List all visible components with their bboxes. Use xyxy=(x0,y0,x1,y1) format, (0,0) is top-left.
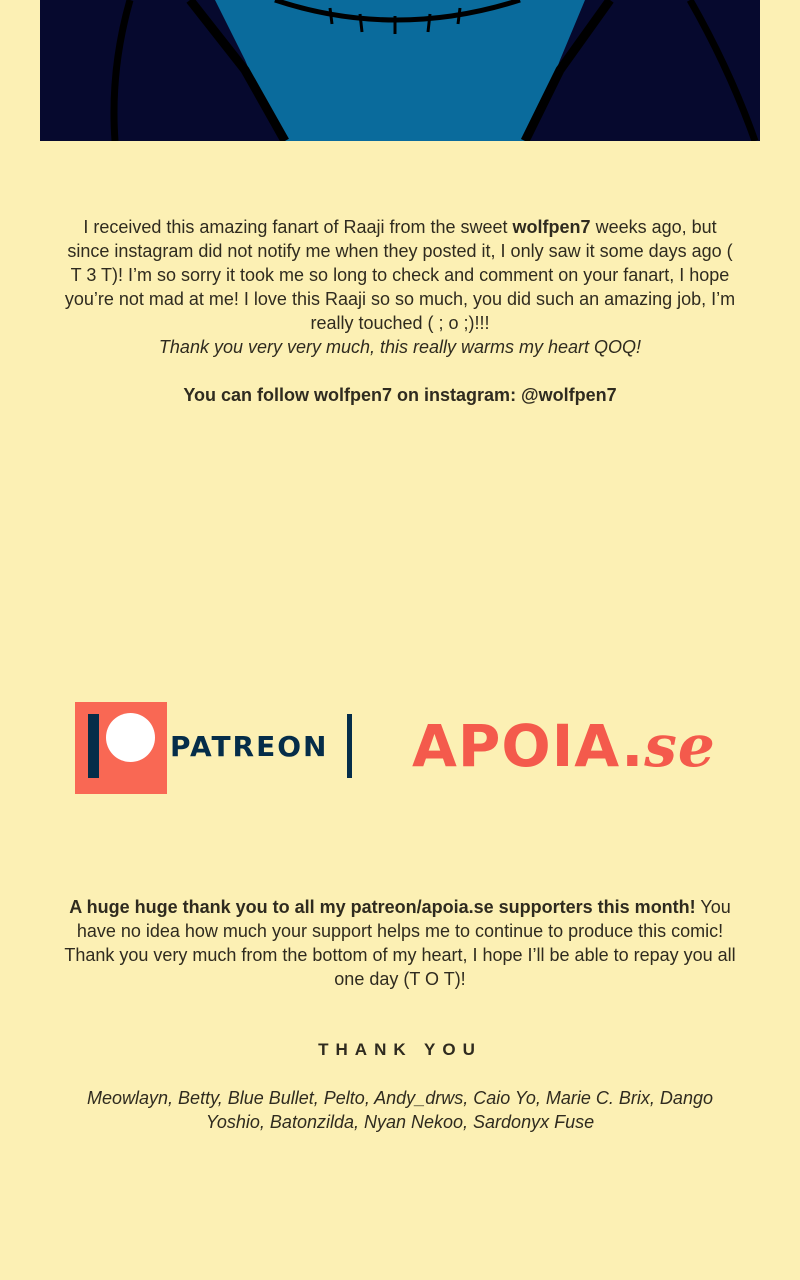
apoia-se-logo[interactable] xyxy=(412,712,716,780)
supporters-thanks-bold: A huge huge thank you to all my patreon/apoia.se supporters this month! xyxy=(69,897,696,917)
fanart-description xyxy=(60,215,740,359)
supporters-list: Meowlayn, Betty, Blue Bullet, Pelto, Andy_drws, Caio Yo, Marie C. Brix, Dango Yoshio, Batonzilda, Nyan Nekoo, Sardonyx Fuse xyxy=(87,1088,713,1132)
fanart-intro: I received this amazing fanart of Raaji from the sweet xyxy=(83,217,513,237)
instagram-follow-line: You can follow wolfpen7 on instagram: @wolfpen7 xyxy=(183,385,617,405)
artist-name: wolfpen7 xyxy=(512,217,591,237)
apoia-suffix: se xyxy=(644,712,716,780)
thank-you-heading: THANK YOU xyxy=(318,1040,482,1059)
fanart-body: weeks ago, but since instagram did not notify me when they posted it, I only saw it some days ago ( T 3 T)! I’m so sorry it took me so long to check and comment on your fanart, I hope you’re not mad at me! I love this Raaji so so much, you did such an amazing job, I’m really touched ( ; o ;)!!! xyxy=(64,217,736,333)
patreon-logo-circle xyxy=(106,713,155,762)
apoia-wordmark: APOIA. xyxy=(412,712,645,780)
logo-divider xyxy=(347,714,352,778)
comic-panel-fanart xyxy=(40,0,760,141)
fanart-thanks: Thank you very very much, this really warms my heart QOQ! xyxy=(158,337,642,357)
fanart-illustration xyxy=(40,0,760,141)
supporters-thanks-body: You have no idea how much your support helps me to continue to produce this comic! Thank you very much from the bottom of my heart, I hope I’ll be able to repay you all one day (T O T)! xyxy=(64,897,736,989)
patreon-wordmark[interactable]: PATREON xyxy=(170,730,329,763)
supporters-thanks-paragraph xyxy=(60,895,740,991)
patreon-logo-bar xyxy=(88,714,99,778)
